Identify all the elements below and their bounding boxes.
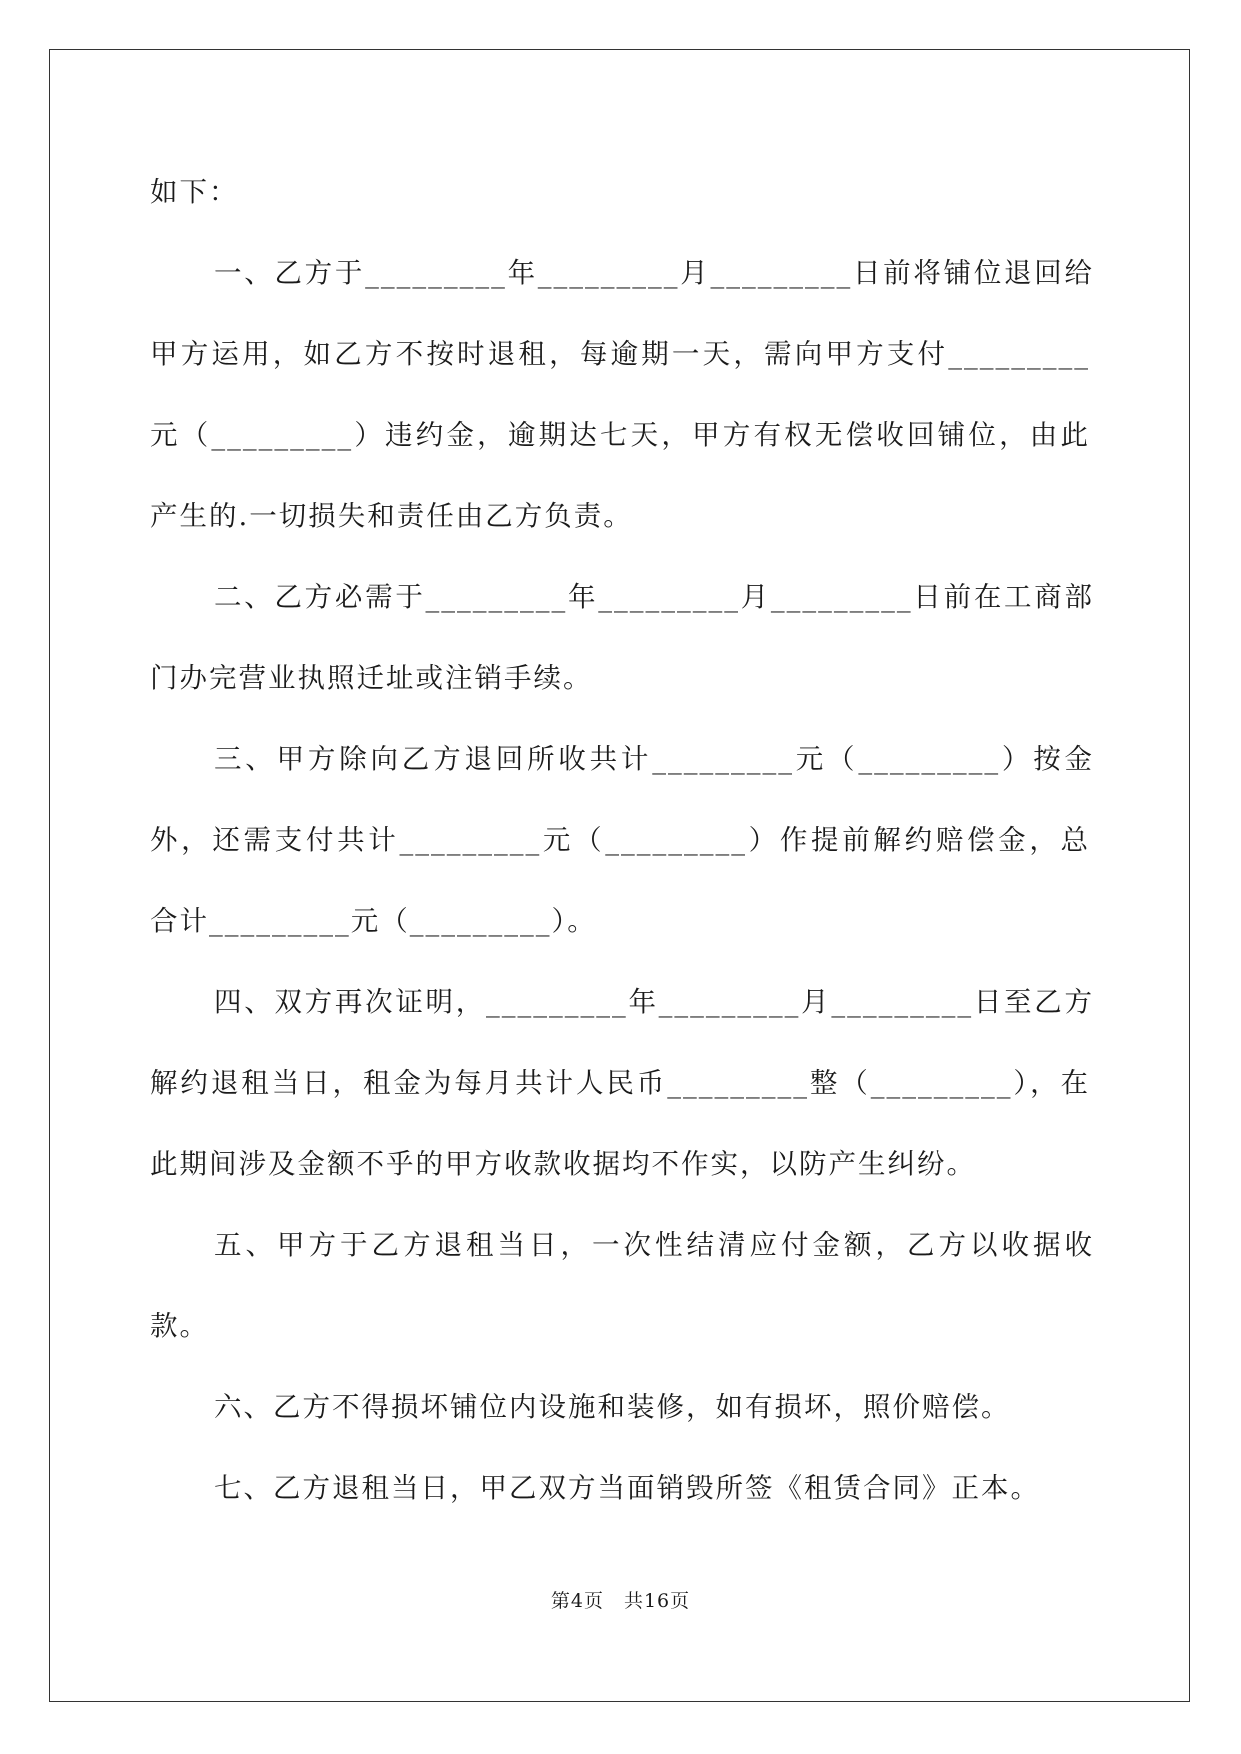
- clause-3-line-2: 外，还需支付共计_________元（_________）作提前解约赔偿金，总: [150, 824, 1090, 856]
- clause-5-line-2: 款。: [150, 1310, 209, 1342]
- clause-4-line-3: 此期间涉及金额不乎的甲方收款收据均不作实，以防产生纠纷。: [150, 1148, 976, 1180]
- clause-5-line-1: 五、甲方于乙方退租当日，一次性结清应付金额，乙方以收据收: [214, 1229, 1094, 1261]
- clause-4-line-1: 四、双方再次证明，_________年_________月_________日至乙方: [214, 986, 1094, 1018]
- clause-1-line-1: 一、乙方于_________年_________月_________日前将铺位退回给: [214, 257, 1094, 289]
- clause-2-line-1: 二、乙方必需于_________年_________月_________日前在工商部: [214, 581, 1094, 613]
- clause-1-line-3: 元（_________）违约金，逾期达七天，甲方有权无偿收回铺位，由此: [150, 419, 1090, 451]
- clause-1-line-4: 产生的.一切损失和责任由乙方负责。: [150, 500, 633, 532]
- clause-1-line-2: 甲方运用，如乙方不按时退租，每逾期一天，需向甲方支付_________: [150, 338, 1090, 370]
- clause-7-line-1: 七、乙方退租当日，甲乙双方当面销毁所签《租赁合同》正本。: [214, 1472, 1040, 1504]
- clause-2-line-2: 门办完营业执照迁址或注销手续。: [150, 662, 593, 694]
- clause-4-line-2: 解约退租当日，租金为每月共计人民币_________整（_________），在: [150, 1067, 1090, 1099]
- text-line: 如下：: [150, 176, 239, 208]
- clause-3-line-1: 三、甲方除向乙方退回所收共计_________元（_________）按金: [214, 743, 1094, 775]
- clause-3-line-3: 合计_________元（_________）。: [150, 905, 597, 937]
- clause-6-line-1: 六、乙方不得损坏铺位内设施和装修，如有损坏，照价赔偿。: [214, 1391, 1011, 1423]
- page-number-footer: 第4页 共16页: [550, 1590, 691, 1612]
